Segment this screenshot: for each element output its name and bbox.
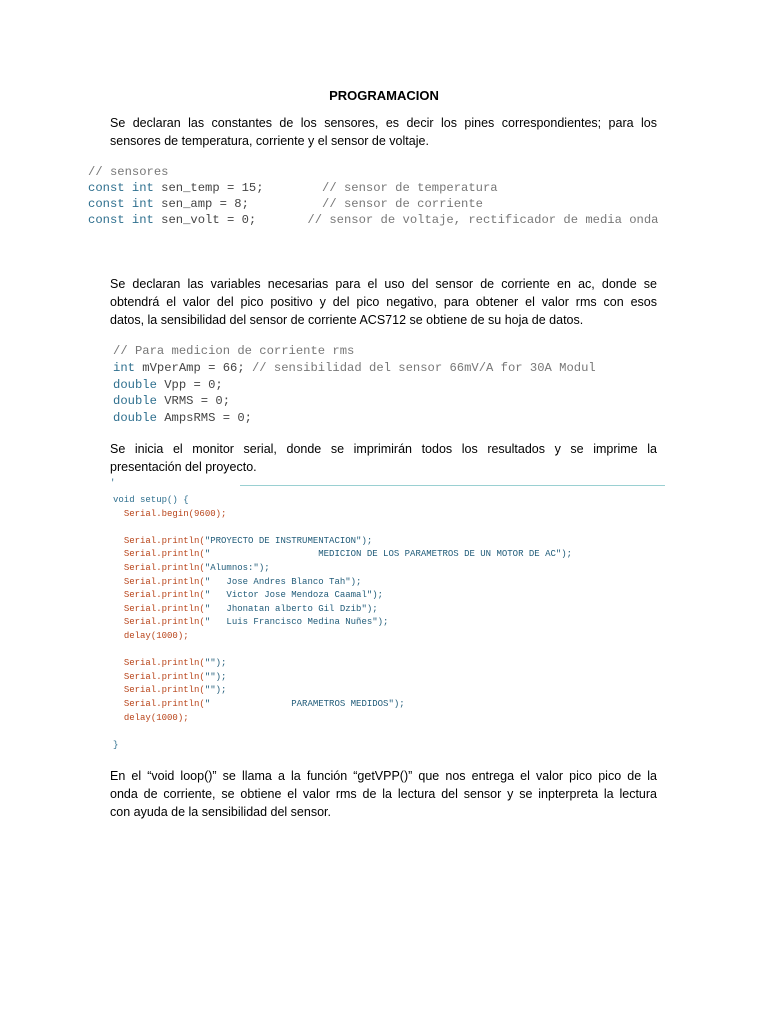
- paragraph-line: con ayuda de la sensibilidad del sensor.: [110, 805, 331, 819]
- code-string: "PROYECTO DE INSTRUMENTACION");: [204, 535, 373, 546]
- code-call: .println(: [156, 698, 205, 709]
- code-line: [113, 360, 596, 377]
- code-function: Serial: [123, 671, 157, 682]
- code-prefix: [113, 590, 124, 600]
- paragraph-line: datos, la sensibilidad del sensor de corriente ACS712 se obtiene de su hoja de datos.: [110, 313, 584, 327]
- paragraph-serial: [110, 440, 657, 476]
- code-line: [113, 725, 572, 739]
- code-text: AmpsRMS = 0;: [156, 411, 252, 426]
- code-function: delay: [123, 712, 151, 723]
- code-prefix: [113, 672, 124, 682]
- code-string: "");: [204, 671, 227, 682]
- code-call: .println(: [156, 617, 205, 628]
- code-function: Serial: [123, 590, 157, 601]
- code-line: [113, 562, 572, 576]
- code-function: Serial: [123, 658, 157, 669]
- code-call: (1000);: [150, 630, 189, 641]
- code-function: Serial: [123, 562, 157, 573]
- code-prefix: [113, 604, 124, 614]
- code-string: " Luis Francisco Medina Nuñes");: [204, 617, 389, 628]
- code-call: .println(: [156, 576, 205, 587]
- code-block-setup-rule: [240, 485, 665, 486]
- code-line: [88, 164, 658, 180]
- code-prefix: [113, 563, 124, 573]
- code-call: .begin(9600);: [156, 508, 227, 519]
- code-call: .println(: [156, 590, 205, 601]
- code-keyword: const int: [88, 197, 154, 211]
- code-prefix: [113, 549, 124, 559]
- code-prefix: [113, 536, 124, 546]
- code-line: [88, 212, 658, 228]
- code-string: " PARAMETROS MEDIDOS");: [204, 698, 405, 709]
- code-prefix: [113, 617, 124, 627]
- code-line: [113, 377, 596, 394]
- code-line: [113, 712, 572, 726]
- code-function: Serial: [123, 576, 157, 587]
- code-call: .println(: [156, 603, 205, 614]
- code-comment: // sensibilidad del sensor 66mV/A for 30A Modul: [251, 360, 596, 375]
- code-comment: // sensor de voltaje, rectificador de media onda: [307, 213, 659, 227]
- code-line: [113, 589, 572, 603]
- code-comment: // Para medicion de corriente rms: [113, 344, 355, 358]
- code-call: (1000);: [150, 712, 189, 723]
- code-function: Serial: [123, 685, 157, 696]
- paragraph-constants: [110, 114, 657, 150]
- code-text: Vpp = 0;: [156, 377, 223, 392]
- code-block-setup: [113, 494, 572, 752]
- code-string: " Jhonatan alberto Gil Dzib");: [204, 603, 378, 614]
- code-keyword: double: [113, 394, 157, 409]
- code-prefix: [113, 713, 124, 723]
- page-title: PROGRAMACION: [329, 88, 439, 103]
- code-line: [88, 196, 658, 212]
- code-prefix: }: [113, 739, 119, 750]
- code-line: [113, 698, 572, 712]
- paragraph-variables: [110, 275, 657, 329]
- code-line: [113, 630, 572, 644]
- code-string: "");: [204, 685, 227, 696]
- code-string: " MEDICION DE LOS PARAMETROS DE UN MOTOR DE AC");: [204, 549, 573, 560]
- paragraph-line: Se inicia el monitor serial, donde se imprimirán todos los resultados y se imprime la: [110, 442, 657, 456]
- code-line: [113, 657, 572, 671]
- code-prefix: [113, 658, 124, 668]
- code-call: .println(: [156, 658, 205, 669]
- paragraph-line: presentación del proyecto.: [110, 460, 257, 474]
- code-keyword: double: [113, 377, 157, 392]
- code-comment: // sensor de temperatura: [322, 181, 498, 195]
- code-call: .println(: [156, 535, 205, 546]
- code-line: [113, 671, 572, 685]
- code-string: " Victor Jose Mendoza Caamal");: [204, 590, 384, 601]
- paragraph-loop: [110, 767, 657, 821]
- code-block-sensors: [88, 164, 658, 228]
- code-keyword: const int: [88, 181, 154, 195]
- code-text: VRMS = 0;: [156, 394, 231, 409]
- code-prefix: [113, 685, 124, 695]
- code-comment: // sensor de corriente: [322, 197, 483, 211]
- code-line: [88, 180, 658, 196]
- code-function: Serial: [123, 617, 157, 628]
- code-string: " Jose Andres Blanco Tah");: [204, 576, 362, 587]
- code-prefix: [113, 699, 124, 709]
- code-line: [113, 494, 572, 508]
- code-keyword: const int: [88, 213, 154, 227]
- code-call: .println(: [156, 549, 205, 560]
- code-block-setup-tick: ': [110, 478, 116, 488]
- code-line: [113, 410, 596, 427]
- paragraph-line: Se declaran las variables necesarias para el uso del sensor de corriente en ac, donde se: [110, 277, 657, 291]
- code-function: Serial: [123, 549, 157, 560]
- code-line: [113, 535, 572, 549]
- code-line: [113, 393, 596, 410]
- code-prefix: void setup() {: [113, 495, 189, 505]
- code-call: .println(: [156, 562, 205, 573]
- code-block-variables: [113, 343, 596, 427]
- code-text: sen_volt = 0;: [153, 213, 308, 227]
- code-line: [113, 684, 572, 698]
- code-prefix: [113, 631, 124, 641]
- code-line: [113, 521, 572, 535]
- code-line: [113, 644, 572, 658]
- code-call: .println(: [156, 671, 205, 682]
- paragraph-line: obtendrá el valor del pico positivo y del pico negativo, para obtener el valor rms con esos: [110, 295, 657, 309]
- paragraph-line: sensores de temperatura, corriente y el sensor de voltaje.: [110, 134, 429, 148]
- code-function: Serial: [123, 698, 157, 709]
- code-function: Serial: [123, 508, 157, 519]
- code-line: [113, 508, 572, 522]
- code-comment: // sensores: [88, 165, 169, 179]
- code-text: sen_temp = 15;: [153, 181, 323, 195]
- paragraph-line: onda de corriente, se obtiene el valor rms de la lectura del sensor y se inpterpreta la lectura: [110, 787, 657, 801]
- code-function: Serial: [123, 535, 157, 546]
- code-function: delay: [123, 630, 151, 641]
- code-function: Serial: [123, 603, 157, 614]
- code-prefix: [113, 509, 124, 519]
- code-line: [113, 739, 572, 753]
- code-line: [113, 576, 572, 590]
- code-string: "");: [204, 658, 227, 669]
- code-keyword: int: [113, 360, 135, 375]
- code-text: mVperAmp = 66;: [134, 360, 252, 375]
- code-text: sen_amp = 8;: [153, 197, 323, 211]
- code-line: [113, 603, 572, 617]
- code-line: [113, 548, 572, 562]
- code-string: "Alumnos:");: [204, 562, 270, 573]
- code-line: [113, 616, 572, 630]
- paragraph-line: En el “void loop()” se llama a la función “getVPP()” que nos entrega el valor pico pico de la: [110, 769, 657, 783]
- paragraph-line: Se declaran las constantes de los sensores, es decir los pines correspondientes; para los: [110, 116, 657, 130]
- code-keyword: double: [113, 411, 157, 426]
- code-line: [113, 343, 596, 360]
- code-call: .println(: [156, 685, 205, 696]
- code-prefix: [113, 577, 124, 587]
